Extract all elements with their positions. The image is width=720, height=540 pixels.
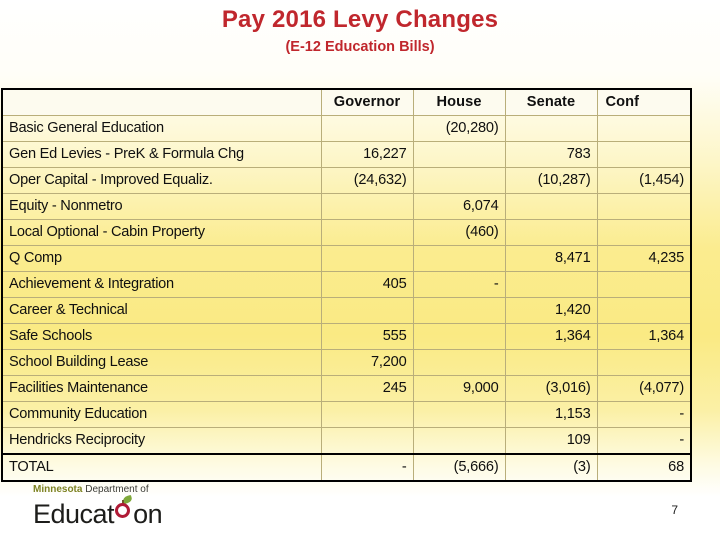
cell-governor bbox=[321, 402, 413, 428]
row-label: Community Education bbox=[2, 402, 321, 428]
table-row bbox=[2, 350, 691, 376]
cell-house bbox=[413, 298, 505, 324]
cell-conf bbox=[597, 220, 691, 246]
cell-house bbox=[413, 402, 505, 428]
logo-wordmark bbox=[33, 496, 223, 529]
cell-governor: 16,227 bbox=[321, 142, 413, 168]
table-header-row bbox=[2, 89, 691, 116]
cell-conf: (4,077) bbox=[597, 376, 691, 402]
table-row bbox=[2, 298, 691, 324]
logo-tagline bbox=[33, 484, 223, 496]
row-label: Achievement & Integration bbox=[2, 272, 321, 298]
cell-senate bbox=[505, 220, 597, 246]
cell-conf bbox=[597, 142, 691, 168]
column-header-conf: Conf bbox=[597, 89, 691, 116]
table-row bbox=[2, 168, 691, 194]
cell-senate bbox=[505, 272, 597, 298]
table-body bbox=[2, 116, 691, 482]
cell-house bbox=[413, 142, 505, 168]
mde-logo bbox=[33, 484, 223, 532]
column-header-governor: Governor bbox=[321, 89, 413, 116]
table-row bbox=[2, 194, 691, 220]
logo-brand-minnesota: Minnesota bbox=[33, 484, 83, 495]
table-row bbox=[2, 272, 691, 298]
cell-governor bbox=[321, 246, 413, 272]
levy-table-container bbox=[1, 88, 690, 482]
title-block bbox=[0, 6, 720, 57]
cell-conf: 4,235 bbox=[597, 246, 691, 272]
row-label: Equity - Nonmetro bbox=[2, 194, 321, 220]
cell-conf bbox=[597, 194, 691, 220]
cell-house bbox=[413, 324, 505, 350]
table-row bbox=[2, 428, 691, 455]
cell-governor bbox=[321, 428, 413, 455]
row-label: Oper Capital - Improved Equaliz. bbox=[2, 168, 321, 194]
row-label: Gen Ed Levies - PreK & Formula Chg bbox=[2, 142, 321, 168]
cell-conf: - bbox=[597, 402, 691, 428]
row-label: Local Optional - Cabin Property bbox=[2, 220, 321, 246]
cell-governor bbox=[321, 220, 413, 246]
row-label: Hendricks Reciprocity bbox=[2, 428, 321, 455]
cell-governor: 7,200 bbox=[321, 350, 413, 376]
row-label: TOTAL bbox=[2, 454, 321, 481]
cell-conf: 68 bbox=[597, 454, 691, 481]
cell-governor: - bbox=[321, 454, 413, 481]
cell-conf: 1,364 bbox=[597, 324, 691, 350]
cell-conf: (1,454) bbox=[597, 168, 691, 194]
cell-house: (20,280) bbox=[413, 116, 505, 142]
cell-governor: 555 bbox=[321, 324, 413, 350]
cell-senate: 1,153 bbox=[505, 402, 597, 428]
table-row bbox=[2, 220, 691, 246]
cell-governor bbox=[321, 298, 413, 324]
row-label: Career & Technical bbox=[2, 298, 321, 324]
levy-changes-table bbox=[1, 88, 692, 482]
cell-conf bbox=[597, 272, 691, 298]
table-row bbox=[2, 376, 691, 402]
cell-conf bbox=[597, 350, 691, 376]
column-header-category bbox=[2, 89, 321, 116]
logo-brand-rest: Department of bbox=[82, 484, 149, 495]
cell-senate: (10,287) bbox=[505, 168, 597, 194]
cell-house: (460) bbox=[413, 220, 505, 246]
cell-house bbox=[413, 428, 505, 455]
cell-house bbox=[413, 246, 505, 272]
cell-conf bbox=[597, 116, 691, 142]
logo-word-post: on bbox=[133, 499, 163, 529]
cell-senate bbox=[505, 350, 597, 376]
cell-conf bbox=[597, 298, 691, 324]
cell-senate: (3) bbox=[505, 454, 597, 481]
cell-governor: 245 bbox=[321, 376, 413, 402]
cell-governor bbox=[321, 116, 413, 142]
row-label: Facilities Maintenance bbox=[2, 376, 321, 402]
cell-governor: (24,632) bbox=[321, 168, 413, 194]
row-label: Q Comp bbox=[2, 246, 321, 272]
cell-house: - bbox=[413, 272, 505, 298]
cell-senate: 1,364 bbox=[505, 324, 597, 350]
row-label: School Building Lease bbox=[2, 350, 321, 376]
cell-senate: 8,471 bbox=[505, 246, 597, 272]
cell-senate: (3,016) bbox=[505, 376, 597, 402]
apple-icon bbox=[114, 496, 133, 523]
cell-senate: 1,420 bbox=[505, 298, 597, 324]
cell-house bbox=[413, 168, 505, 194]
column-header-senate: Senate bbox=[505, 89, 597, 116]
row-label: Basic General Education bbox=[2, 116, 321, 142]
cell-governor: 405 bbox=[321, 272, 413, 298]
cell-house: 6,074 bbox=[413, 194, 505, 220]
cell-governor bbox=[321, 194, 413, 220]
column-header-house: House bbox=[413, 89, 505, 116]
table-row bbox=[2, 402, 691, 428]
logo-word-pre: Educat bbox=[33, 499, 115, 529]
cell-conf: - bbox=[597, 428, 691, 455]
cell-senate bbox=[505, 116, 597, 142]
cell-house: (5,666) bbox=[413, 454, 505, 481]
table-row bbox=[2, 246, 691, 272]
table-row bbox=[2, 116, 691, 142]
page-subtitle: (E-12 Education Bills) bbox=[285, 39, 435, 55]
cell-senate: 109 bbox=[505, 428, 597, 455]
cell-house: 9,000 bbox=[413, 376, 505, 402]
page-number: 7 bbox=[671, 503, 678, 517]
cell-senate bbox=[505, 194, 597, 220]
table-total-row bbox=[2, 454, 691, 481]
table-row bbox=[2, 324, 691, 350]
table-row bbox=[2, 142, 691, 168]
cell-house bbox=[413, 350, 505, 376]
row-label: Safe Schools bbox=[2, 324, 321, 350]
cell-senate: 783 bbox=[505, 142, 597, 168]
page-title: Pay 2016 Levy Changes bbox=[221, 6, 499, 33]
